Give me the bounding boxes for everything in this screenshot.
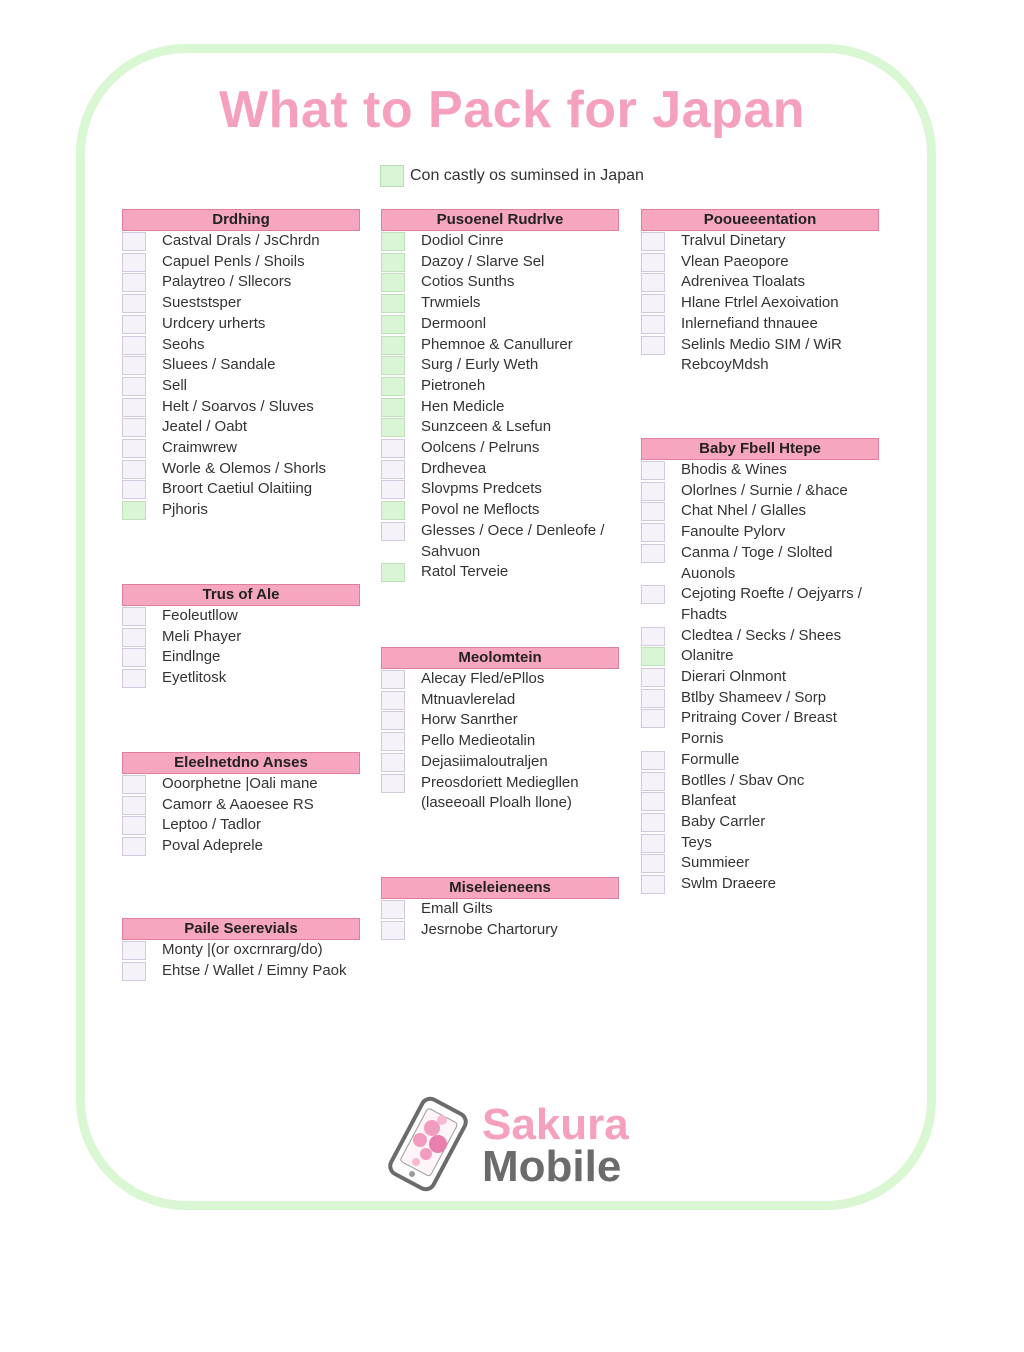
item-label: Pietroneh (421, 376, 486, 394)
item-label: Eindlnge (162, 648, 221, 666)
item-label: Cledtea / Secks / Shees (681, 626, 842, 644)
item-label: Leptoo / Tadlor (162, 816, 261, 834)
item-label: Alecay Fled/ePllos (421, 670, 545, 687)
checklist-item (122, 438, 360, 459)
checklist-item (381, 920, 619, 941)
checklist-item (641, 231, 879, 252)
item-label: Tralvul Dinetary (681, 232, 786, 249)
checklist-item (381, 899, 619, 920)
item-label: Craimwrew (162, 439, 237, 457)
item-label: Jeatel / Oabt (162, 418, 248, 436)
checkbox[interactable] (381, 315, 405, 334)
item-label: Canma / Toge / Slolted Auonols (681, 543, 833, 582)
checkbox[interactable] (381, 273, 405, 292)
checklist-item (122, 647, 360, 668)
checklist-item (641, 314, 879, 335)
checklist-item (122, 961, 360, 982)
checkbox[interactable] (122, 669, 146, 688)
checkbox[interactable] (641, 502, 665, 521)
checkbox[interactable] (641, 875, 665, 894)
checkbox[interactable] (641, 461, 665, 480)
checkbox[interactable] (122, 648, 146, 667)
checkbox[interactable] (641, 232, 665, 251)
checkbox[interactable] (381, 377, 405, 396)
item-label: Urdcery urherts (162, 314, 266, 332)
checkbox[interactable] (641, 482, 665, 501)
checkbox[interactable] (122, 336, 146, 355)
checkbox[interactable] (381, 439, 405, 458)
section-medication (381, 647, 619, 814)
checkbox[interactable] (641, 709, 665, 728)
checklist-item (122, 459, 360, 480)
checkbox[interactable] (122, 837, 146, 856)
checklist-item (641, 646, 879, 667)
section-electronics (122, 752, 360, 857)
item-label: Chat Nhel / Glalles (681, 502, 807, 520)
item-label: Seohs (162, 335, 205, 353)
checklist-item (122, 795, 360, 816)
checklist-item (381, 438, 619, 459)
item-label: Summieer (681, 854, 750, 872)
item-label: Swlm Draeere (681, 875, 777, 893)
checkbox[interactable] (122, 775, 146, 794)
phone-blossom-icon (382, 1096, 474, 1192)
checklist-item (641, 355, 879, 376)
checkbox[interactable] (122, 480, 146, 499)
checkbox[interactable] (122, 398, 146, 417)
legend (380, 164, 644, 188)
checklist-item (381, 376, 619, 397)
item-label: Dierari Olnmont (681, 668, 787, 686)
checklist-item (381, 562, 619, 583)
section-baby (641, 438, 879, 895)
sakura-mobile-logo (382, 1096, 682, 1192)
item-label: Sluees / Sandale (162, 356, 276, 374)
checklist-item (122, 479, 360, 500)
checklist-item (641, 543, 879, 584)
checkbox[interactable] (641, 336, 665, 355)
checklist-item (122, 355, 360, 376)
checklist-item (641, 853, 879, 874)
checklist-item (641, 812, 879, 833)
item-label: Ehtse / Wallet / Eimny Paok (162, 961, 347, 979)
item-label: Monty |(or oxcrnrarg/do) (162, 941, 323, 958)
section-header: Pooueeentation (641, 209, 879, 231)
item-label: Oolcens / Pelruns (421, 439, 540, 457)
checkbox[interactable] (641, 854, 665, 873)
checkbox[interactable] (122, 816, 146, 835)
checkbox[interactable] (122, 941, 146, 960)
checkbox[interactable] (641, 792, 665, 811)
section-documentation (641, 209, 879, 376)
checklist-item (381, 669, 619, 690)
checklist-item (381, 710, 619, 731)
item-label: Hen Medicle (421, 397, 505, 415)
item-label: Dermoonl (421, 314, 487, 332)
checkbox[interactable] (122, 377, 146, 396)
item-label: Btlby Shameev / Sorp (681, 688, 827, 706)
checkbox[interactable] (381, 356, 405, 375)
checklist-item (641, 833, 879, 854)
item-label: Olorlnes / Surnie / &hace (681, 481, 848, 499)
item-label: Mtnuavlerelad (421, 690, 516, 708)
checkbox[interactable] (641, 253, 665, 272)
checklist-item (122, 335, 360, 356)
checkbox[interactable] (122, 628, 146, 647)
item-label: RebcoyMdsh (681, 356, 769, 374)
checklist-item (641, 791, 879, 812)
item-label: Baby Carrler (681, 812, 766, 830)
checklist-item (641, 460, 879, 481)
section-header: Eleelnetdno Anses (122, 752, 360, 774)
checklist-item (641, 688, 879, 709)
checkbox[interactable] (381, 460, 405, 479)
checkbox[interactable] (122, 315, 146, 334)
checklist-item (381, 335, 619, 356)
checklist-item (122, 836, 360, 857)
item-label: Helt / Soarvos / Sluves (162, 397, 314, 415)
checklist-item (641, 771, 879, 792)
checkbox[interactable] (122, 962, 146, 981)
item-label: Preosdoriett Mediegllen (laseeoall Ploalh llone) (421, 773, 579, 812)
checklist-item (122, 231, 360, 252)
checkbox[interactable] (641, 273, 665, 292)
section-header: Baby Fbell Htepe (641, 438, 879, 460)
checklist-item (641, 522, 879, 543)
checklist-item (641, 708, 879, 749)
item-label: Cotios Sunths (421, 273, 515, 291)
item-label: Ooorphetne |Oali mane (162, 775, 318, 792)
item-label: Povol ne Meflocts (421, 501, 540, 519)
item-label: Sell (162, 376, 188, 394)
item-label: Olanitre (681, 647, 734, 665)
checkbox[interactable] (641, 585, 665, 604)
page-title: What to Pack for Japan (219, 81, 805, 139)
checklist-item (381, 355, 619, 376)
checkbox[interactable] (122, 418, 146, 437)
section-header: Paile Seerevials (122, 918, 360, 940)
checklist-item (122, 417, 360, 438)
checklist-item (122, 627, 360, 648)
item-label: Feoleutllow (162, 607, 238, 624)
checkbox[interactable] (381, 418, 405, 437)
item-label: Worle & Olemos / Shorls (162, 459, 326, 477)
checklist-item (381, 314, 619, 335)
item-label: Poval Adeprele (162, 837, 263, 855)
section-essentials (122, 918, 360, 981)
checklist-item (641, 501, 879, 522)
logo-text-sakura: Sakura (482, 1100, 629, 1149)
logo-text-mobile: Mobile (482, 1142, 622, 1191)
item-label: Ratol Terveie (421, 563, 509, 581)
checkbox[interactable] (381, 232, 405, 251)
section-entertainment (122, 584, 360, 689)
checklist-item (122, 397, 360, 418)
checklist-item (641, 667, 879, 688)
checklist-item (122, 314, 360, 335)
checklist-item (122, 252, 360, 273)
checkbox[interactable] (381, 921, 405, 940)
checklist-item (381, 521, 619, 562)
checklist-item (381, 731, 619, 752)
checkbox[interactable] (381, 294, 405, 313)
section-header: Miseleieneens (381, 877, 619, 899)
checkbox[interactable] (122, 232, 146, 251)
item-label: Trwmiels (421, 294, 481, 312)
checkbox[interactable] (122, 460, 146, 479)
item-label: Slovpms Predcets (421, 480, 542, 498)
item-label: Capuel Penls / Shoils (162, 252, 305, 270)
item-label: Meli Phayer (162, 627, 242, 645)
item-label: Adrenivea Tloalats (681, 273, 805, 291)
checklist-item (122, 376, 360, 397)
checkbox[interactable] (641, 772, 665, 791)
checklist-item (381, 459, 619, 480)
item-label: Dodiol Cinre (421, 232, 504, 249)
item-label: Castval Drals / JsChrdn (162, 232, 320, 249)
checkbox[interactable] (641, 315, 665, 334)
checkbox[interactable] (641, 647, 665, 666)
checklist-item (381, 752, 619, 773)
checklist-item (641, 293, 879, 314)
checklist-item (641, 335, 879, 356)
item-label: Cejoting Roefte / Oejyarrs / Fhadts (681, 585, 862, 623)
checkbox[interactable] (381, 900, 405, 919)
checkbox[interactable] (122, 356, 146, 375)
checkbox[interactable] (381, 501, 405, 520)
item-label: Teys (681, 833, 712, 851)
checklist-item (122, 272, 360, 293)
checkbox[interactable] (381, 253, 405, 272)
checklist-item (122, 293, 360, 314)
section-miscellaneous (381, 877, 619, 940)
item-label: Dazoy / Slarve Sel (421, 252, 545, 270)
checkbox[interactable] (381, 398, 405, 417)
item-label: Horw Sanrther (421, 711, 518, 729)
checkbox[interactable] (381, 522, 405, 541)
checkbox[interactable] (381, 336, 405, 355)
checkbox[interactable] (381, 563, 405, 582)
item-label: Phemnoe & Canullurer (421, 335, 573, 353)
checkbox[interactable] (122, 253, 146, 272)
legend-green-box (380, 165, 404, 187)
checkbox[interactable] (122, 607, 146, 626)
checkbox[interactable] (641, 813, 665, 832)
item-label: Fanoulte Pylorv (681, 523, 786, 541)
checkbox[interactable] (381, 732, 405, 751)
checklist-item (381, 397, 619, 418)
item-label: Formulle (681, 750, 740, 768)
item-label: Surg / Eurly Weth (421, 356, 539, 374)
checklist-item (641, 584, 879, 625)
checklist-item (381, 417, 619, 438)
item-label: Sueststsper (162, 294, 242, 312)
checkbox[interactable] (122, 439, 146, 458)
item-label: Sunzceen & Lsefun (421, 418, 552, 436)
item-label: Glesses / Oece / Denleofe / Sahvuon (421, 521, 605, 560)
checklist-item (122, 668, 360, 689)
item-label: Bhodis & Wines (681, 461, 787, 478)
checkbox[interactable] (641, 544, 665, 563)
item-label: Selinls Medio SIM / WiR (681, 335, 842, 353)
checklist-item (122, 815, 360, 836)
checklist-item (641, 626, 879, 647)
checklist-item (381, 479, 619, 500)
checklist-item (381, 500, 619, 521)
checkbox[interactable] (641, 689, 665, 708)
checklist-item (122, 500, 360, 521)
section-clothing (122, 209, 360, 521)
checkbox[interactable] (641, 627, 665, 646)
item-label: Camorr & Aaoesee RS (162, 795, 314, 813)
section-header: Trus of Ale (122, 584, 360, 606)
checklist-item (122, 606, 360, 627)
checklist-item (381, 231, 619, 252)
item-label: Pello Medieotalin (421, 732, 536, 750)
item-label: Drdhevea (421, 459, 487, 477)
section-toiletries (381, 209, 619, 583)
checklist-item (641, 481, 879, 502)
checkbox[interactable] (641, 294, 665, 313)
checklist-item (641, 272, 879, 293)
checklist-item (641, 750, 879, 771)
item-label: Pjhoris (162, 501, 208, 519)
item-label: Inlernefiand thnauee (681, 314, 818, 332)
checkbox[interactable] (381, 774, 405, 793)
item-label: Broort Caetiul Olaitiing (162, 480, 313, 498)
item-label: Vlean Paeopore (681, 252, 789, 270)
checklist-item (381, 293, 619, 314)
checkbox[interactable] (381, 753, 405, 772)
item-label: Hlane Ftrlel Aexoivation (681, 294, 839, 312)
checkbox[interactable] (641, 668, 665, 687)
checklist-item (381, 690, 619, 711)
item-label: Dejasiimaloutraljen (421, 752, 548, 770)
item-label: Eyetlitosk (162, 669, 227, 687)
checkbox[interactable] (381, 691, 405, 710)
section-header: Meolomtein (381, 647, 619, 669)
checkbox[interactable] (122, 501, 146, 520)
section-header: Drdhing (122, 209, 360, 231)
checklist-item (381, 272, 619, 293)
item-label: Jesrnobe Chartorury (421, 920, 558, 938)
item-label: Palaytreo / Sllecors (162, 273, 292, 291)
item-label: Emall Gilts (421, 900, 493, 917)
legend-text: Con castly os suminsed in Japan (410, 167, 644, 184)
checklist-item (641, 252, 879, 273)
checkbox[interactable] (641, 834, 665, 853)
checklist-item (381, 252, 619, 273)
checkbox[interactable] (381, 711, 405, 730)
checkbox[interactable] (641, 751, 665, 770)
item-label: Botlles / Sbav Onc (681, 771, 805, 789)
checkbox[interactable] (122, 273, 146, 292)
item-label: Blanfeat (681, 792, 737, 810)
checklist-item (122, 774, 360, 795)
checkbox[interactable] (381, 670, 405, 689)
checkbox[interactable] (381, 480, 405, 499)
checklist-item (381, 773, 619, 814)
item-label: Pritraing Cover / Breast Pornis (681, 709, 837, 748)
checkbox[interactable] (122, 294, 146, 313)
checkbox[interactable] (641, 523, 665, 542)
checklist-item (641, 874, 879, 895)
checkbox[interactable] (122, 796, 146, 815)
checklist-item (122, 940, 360, 961)
section-header: Pusoenel Rudrlve (381, 209, 619, 231)
